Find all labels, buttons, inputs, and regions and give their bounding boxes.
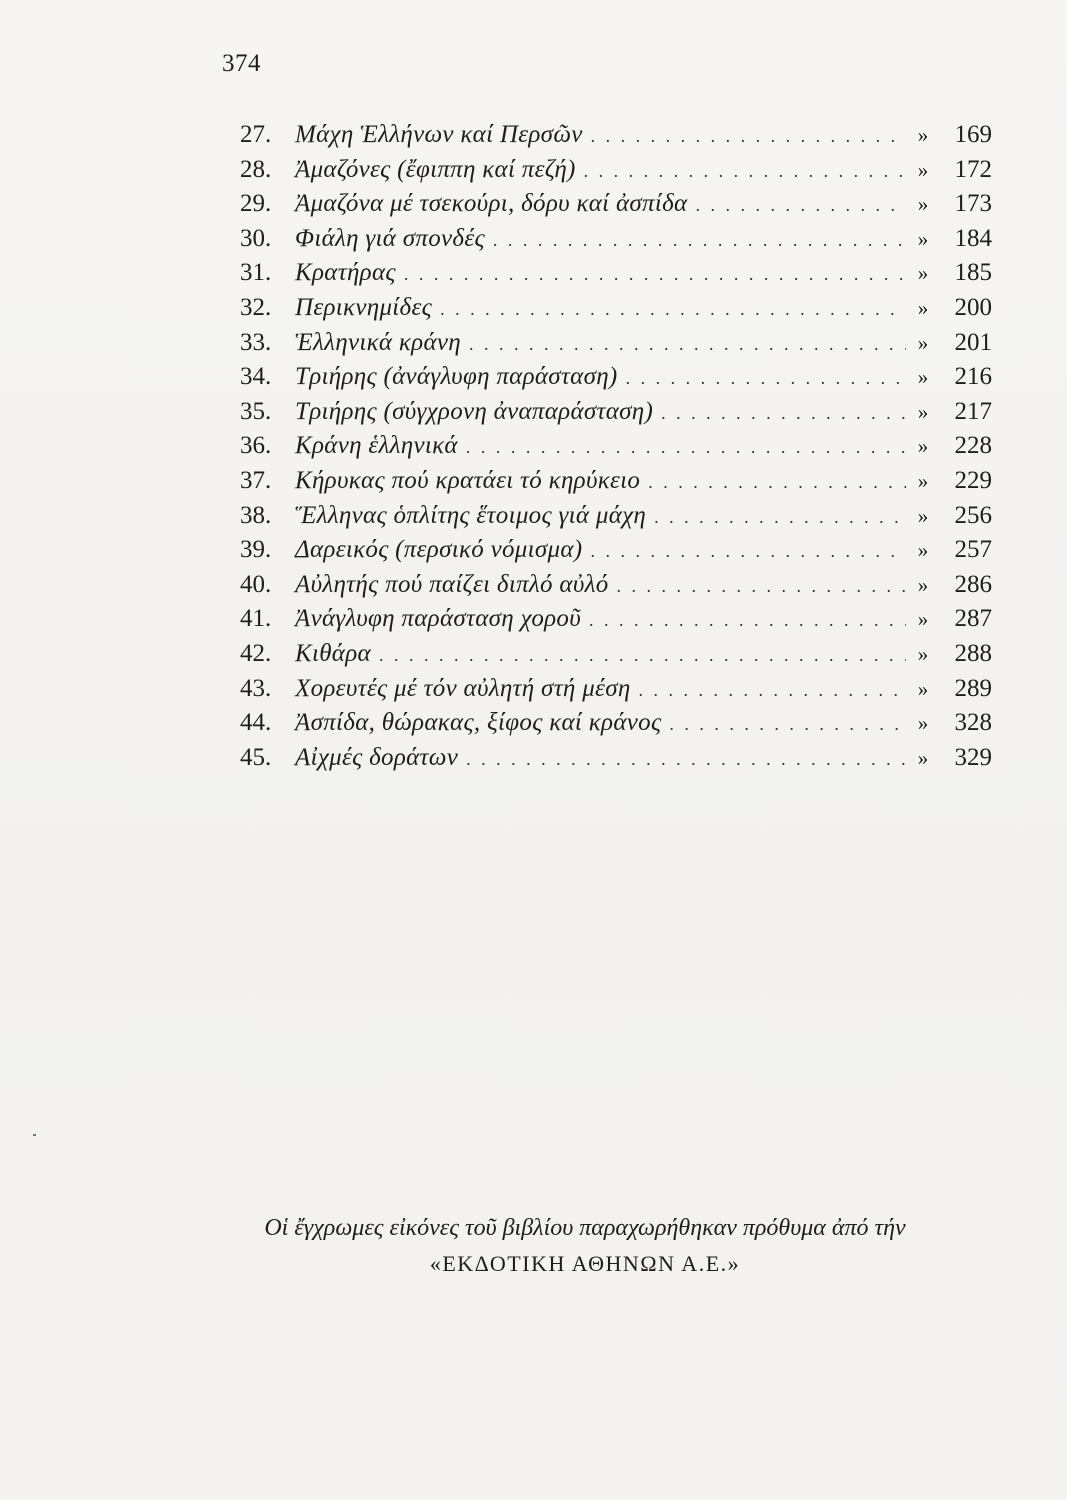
entry-title: Αὐλητής πού παίζει διπλό αὐλό <box>295 570 609 598</box>
ditto-mark: » <box>917 365 929 390</box>
entry-number: 42. <box>240 639 272 667</box>
entry-page: 185 <box>954 259 992 287</box>
entry-page: 201 <box>954 328 992 356</box>
ditto-mark: » <box>917 711 929 736</box>
dot-leader <box>654 500 906 535</box>
entry-page: 257 <box>954 536 992 564</box>
ditto-mark: » <box>917 226 929 251</box>
toc-entry <box>240 291 992 326</box>
dot-leader <box>639 673 906 708</box>
entry-page: 200 <box>954 293 992 321</box>
entry-number: 43. <box>240 674 272 702</box>
toc-entry <box>240 464 992 499</box>
toc-entry <box>240 741 992 776</box>
ditto-mark: » <box>917 123 929 147</box>
dot-leader <box>591 119 906 154</box>
entry-page: 328 <box>954 709 992 737</box>
dot-leader <box>404 257 906 292</box>
entry-page: 286 <box>954 570 992 598</box>
toc-entry <box>240 153 992 188</box>
entry-title: Ἀσπίδα, θώρακας, ξίφος καί κράνος <box>295 709 662 737</box>
ditto-mark: » <box>917 641 929 666</box>
entry-page: 287 <box>954 605 992 633</box>
entry-number: 34. <box>240 363 272 391</box>
ditto-mark: » <box>917 503 929 528</box>
entry-number: 35. <box>240 397 272 425</box>
entry-page: 289 <box>954 674 992 702</box>
entry-number: 45. <box>240 743 272 771</box>
entry-page: 173 <box>954 190 992 218</box>
toc-entry <box>240 395 992 430</box>
dot-leader <box>493 223 906 258</box>
toc-entry <box>240 429 992 464</box>
toc-entry <box>240 326 992 361</box>
dot-leader <box>466 742 906 777</box>
toc-entry <box>240 118 992 153</box>
toc-entry <box>240 499 992 534</box>
toc-entry <box>240 568 992 603</box>
dot-leader <box>626 361 906 396</box>
entry-page: 184 <box>954 224 992 252</box>
dot-leader <box>379 638 906 673</box>
dot-leader <box>669 707 906 742</box>
entry-number: 44. <box>240 709 272 737</box>
dot-leader <box>695 188 906 223</box>
entry-page: 216 <box>954 363 992 391</box>
dot-leader <box>617 569 906 604</box>
dot-leader <box>466 430 906 465</box>
entry-title: Ἀμαζόνα μέ τσεκούρι, δόρυ καί ἀσπίδα <box>295 190 688 218</box>
image-credit <box>170 1210 1000 1282</box>
entry-title: Κήρυκας πού κρατάει τό κηρύκειο <box>295 466 641 494</box>
credit-text: Οἱ ἔγχρωμες εἰκόνες τοῦ βιβλίου παραχωρήθηκαν πρόθυμα ἀπό τήν <box>264 1215 906 1241</box>
entry-page: 229 <box>954 466 992 494</box>
dot-leader <box>648 465 906 500</box>
toc-entry <box>240 637 992 672</box>
ditto-mark: » <box>917 399 929 424</box>
ditto-mark: » <box>917 676 929 701</box>
entry-number: 40. <box>240 570 272 598</box>
entry-number: 36. <box>240 432 272 460</box>
toc-entry <box>240 187 992 222</box>
entry-title: Ἀνάγλυφη παράσταση χοροῦ <box>295 605 581 633</box>
entry-title: Ἀμαζόνες (ἔφιππη καί πεζή) <box>295 155 576 183</box>
entry-title: Φιάλη γιά σπονδές <box>295 224 485 252</box>
toc-entry <box>240 222 992 257</box>
entry-page: 256 <box>954 501 992 529</box>
ditto-mark: » <box>917 295 929 320</box>
entry-title: Αἰχμές δοράτων <box>295 743 459 771</box>
ditto-mark: » <box>917 538 929 563</box>
entry-page: 217 <box>954 397 992 425</box>
publisher-name: «ΕΚΔΟΤΙΚΗ ΑΘΗΝΩΝ Α.Ε.» <box>429 1251 741 1276</box>
entry-title: Κράνη ἑλληνικά <box>295 432 458 460</box>
entry-title: Δαρεικός (περσικό νόμισμα) <box>295 536 583 564</box>
dot-leader <box>590 534 906 569</box>
entry-title: Κιθάρα <box>295 639 371 667</box>
ditto-mark: » <box>917 572 929 597</box>
entry-page: 172 <box>954 155 992 183</box>
ditto-mark: » <box>917 192 929 217</box>
toc-entry <box>240 533 992 568</box>
ditto-mark: » <box>917 261 929 286</box>
ditto-mark: » <box>917 330 929 355</box>
entry-title: Τριήρης (σύγχρονη ἀναπαράσταση) <box>295 397 654 425</box>
ditto-mark: » <box>917 157 929 182</box>
entry-page: 169 <box>954 121 992 148</box>
entry-number: 30. <box>240 224 272 252</box>
entry-number: 27. <box>240 121 272 148</box>
entry-title: Περικνημίδες <box>295 293 433 321</box>
entry-number: 28. <box>240 155 272 183</box>
entry-title: Χορευτές μέ τόν αὐλητή στή μέση <box>295 674 631 702</box>
entry-number: 29. <box>240 190 272 218</box>
toc-entry <box>240 256 992 291</box>
dot-leader <box>440 292 906 327</box>
toc-entry <box>240 602 992 637</box>
entry-title: Τριήρης (ἀνάγλυφη παράσταση) <box>295 363 618 391</box>
entry-number: 38. <box>240 501 272 529</box>
page-number: 374 <box>222 50 261 77</box>
illustrations-list <box>240 118 992 775</box>
entry-title: Ἕλληνας ὁπλίτης ἕτοιμος γιά μάχη <box>295 501 647 529</box>
entry-number: 39. <box>240 536 272 564</box>
dot-leader <box>584 154 906 189</box>
entry-number: 33. <box>240 328 272 356</box>
entry-number: 32. <box>240 293 272 321</box>
entry-page: 288 <box>954 639 992 667</box>
entry-number: 37. <box>240 466 272 494</box>
ink-speck <box>33 1134 36 1136</box>
ditto-mark: » <box>917 607 929 632</box>
dot-leader <box>661 396 906 431</box>
entry-title: Μάχη Ἑλλήνων καί Περσῶν <box>295 121 583 148</box>
toc-entry <box>240 706 992 741</box>
entry-title: Κρατήρας <box>295 259 396 287</box>
ditto-mark: » <box>917 745 929 770</box>
entry-number: 31. <box>240 259 272 287</box>
entry-number: 41. <box>240 605 272 633</box>
ditto-mark: » <box>917 434 929 459</box>
toc-entry <box>240 360 992 395</box>
entry-page: 329 <box>954 743 992 771</box>
toc-entry <box>240 672 992 707</box>
ditto-mark: » <box>917 468 929 493</box>
dot-leader <box>589 603 906 638</box>
entry-title: Ἑλληνικά κράνη <box>295 328 462 356</box>
entry-page: 228 <box>954 432 992 460</box>
dot-leader <box>469 327 906 362</box>
